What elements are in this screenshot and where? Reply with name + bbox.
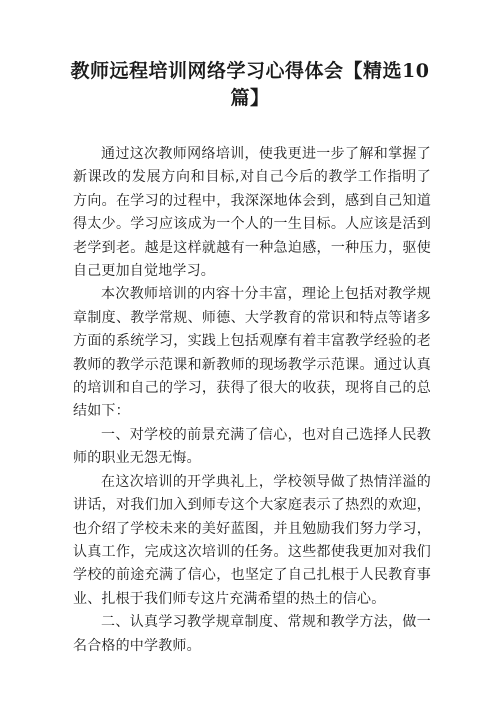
paragraph: 一、对学校的前景充满了信心，也对自己选择人民教师的职业无怨无悔。 [73,426,431,467]
document-title: 教师远程培训网络学习心得体会【精选10篇】 [70,60,430,109]
document-body [73,143,431,658]
paragraph: 通过这次教师网络培训，使我更进一步了解和掌握了新课改的发展方向和目标,对自己今后的教学工作指明了方向。在学习的过程中，我深深地体会到，感到自己知道得太少。学习应该成为一个人的一生目标。人应该是活到老学到老。越是这样就越有一种急迫感，一种压力，驱使自己更加自觉地学习。 [73,146,431,280]
paragraph: 在这次培训的开学典礼上，学校领导做了热情洋溢的讲话，对我们加入到师专这个大家庭表示了热烈的欢迎，也介绍了学校未来的美好蓝图，并且勉励我们努力学习，认真工作，完成这次培训的任务。这些都使我更加对我们学校的前途充满了信心，也坚定了自己扎根于人民教育事业、扎根于我们师专这片充满希望的热土的信心。 [73,473,431,607]
paragraph: 二、认真学习教学规章制度、常规和教学方法，做一名合格的中学教师。 [73,614,431,654]
paragraph: 本次教师培训的内容十分丰富，理论上包括对教学规章制度、教学常规、师德、大学教育的常识和特点等诸多方面的系统学习，实践上包括观摩有着丰富教学经验的老教师的教学示范课和新教师的现场教学示范课。通过认真的培训和自己的学习，获得了很大的收获，现将自己的总结如下： [73,286,431,420]
